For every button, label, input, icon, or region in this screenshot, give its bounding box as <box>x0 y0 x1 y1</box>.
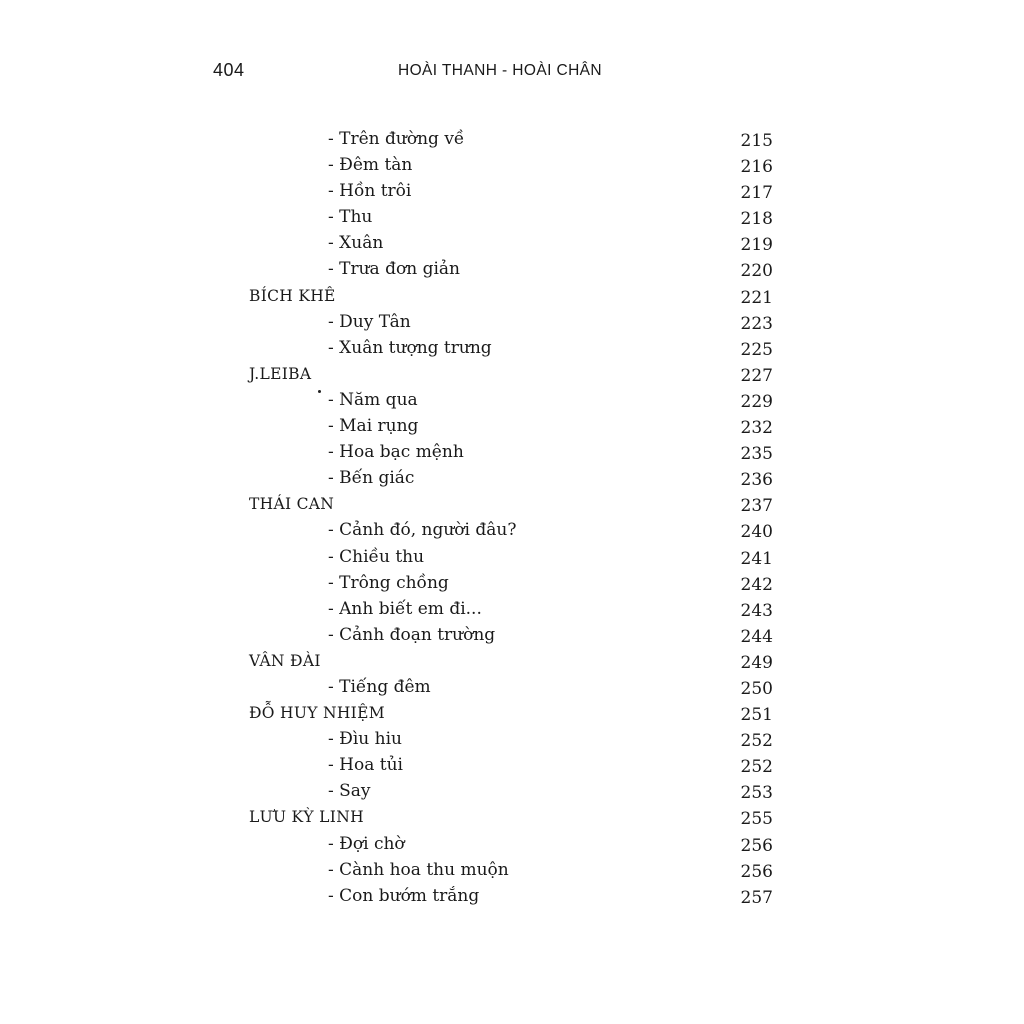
toc-poem-title: - Duy Tân <box>328 311 411 332</box>
toc-poem-title: - Mai rụng <box>328 416 419 437</box>
toc-page-number: 252 <box>740 757 773 778</box>
toc-poem-row <box>0 204 1024 230</box>
toc-author-row <box>0 700 1024 726</box>
toc-poem-title: - Cành hoa thu muộn <box>328 859 509 880</box>
toc-author-name: THÁI CAN <box>249 495 335 514</box>
toc-poem-title: - Bến giác <box>328 468 415 489</box>
page-header <box>0 60 1024 88</box>
toc-poem-title: - Thu <box>328 207 373 228</box>
toc-page-number: 251 <box>740 705 773 726</box>
toc-poem-title: - Xuân <box>328 233 384 254</box>
toc-poem-title: - Cảnh đoạn trường <box>328 624 496 645</box>
toc-page-number: 256 <box>740 861 773 882</box>
toc-poem-row <box>0 152 1024 178</box>
toc-author-row <box>0 491 1024 517</box>
toc-page-number: 240 <box>740 522 773 543</box>
toc-poem-row <box>0 335 1024 361</box>
toc-poem-title: - Trên đường về <box>328 129 465 149</box>
toc-poem-row <box>0 622 1024 648</box>
toc-poem-title: - Say <box>328 781 371 802</box>
toc-author-row <box>0 361 1024 387</box>
toc-page-number: 256 <box>740 835 773 856</box>
toc-poem-title: - Đêm tàn <box>328 155 413 176</box>
toc-poem-title: - Trông chồng <box>328 572 449 593</box>
toc-poem-row <box>0 439 1024 465</box>
toc-poem-row <box>0 517 1024 543</box>
toc-poem-title: - Cảnh đó, người đâu? <box>328 520 517 541</box>
toc-poem-row <box>0 570 1024 596</box>
toc-poem-row <box>0 309 1024 335</box>
toc-author-row <box>0 804 1024 830</box>
toc-page-number: 235 <box>740 444 773 465</box>
toc-poem-row <box>0 596 1024 622</box>
toc-poem-row <box>0 831 1024 857</box>
toc-page-number: 219 <box>740 235 773 256</box>
toc-page-number: 249 <box>740 652 773 673</box>
toc-page-number: 216 <box>740 157 773 178</box>
toc-poem-title: - Anh biết em đi... <box>328 598 482 619</box>
toc-page-number: 221 <box>740 287 773 308</box>
toc-page-number: 215 <box>740 131 773 151</box>
toc-page-number: 232 <box>740 418 773 439</box>
toc-poem-title: - Con bướm trắng <box>328 885 480 906</box>
toc-poem-title: - Xuân tượng trưng <box>328 337 492 358</box>
toc-page-number: 253 <box>740 783 773 804</box>
toc-poem-title: - Hoa tủi <box>328 755 403 776</box>
toc-author-name: VÂN ĐÀI <box>249 651 321 670</box>
toc-page-number: 252 <box>740 731 773 752</box>
toc-poem-row <box>0 857 1024 883</box>
toc-author-name: BÍCH KHÊ <box>249 286 336 305</box>
toc-poem-row <box>0 178 1024 204</box>
table-of-contents <box>0 126 1024 909</box>
toc-page-number: 244 <box>740 626 773 647</box>
toc-poem-title: - Hồn trôi <box>328 181 412 202</box>
toc-poem-row <box>0 674 1024 700</box>
toc-page-number: 217 <box>740 183 773 204</box>
toc-poem-row <box>0 883 1024 909</box>
toc-page-number: 250 <box>740 678 773 699</box>
toc-poem-row <box>0 230 1024 256</box>
toc-page-number: 223 <box>740 313 773 334</box>
toc-poem-row <box>0 544 1024 570</box>
toc-poem-title: - Tiếng đêm <box>328 676 431 697</box>
toc-page-number: 227 <box>740 365 773 386</box>
toc-poem-title: - Đợi chờ <box>328 833 405 854</box>
toc-page-number: 225 <box>740 339 773 360</box>
toc-page-number: 218 <box>740 209 773 230</box>
print-speck <box>318 390 321 393</box>
toc-page-number: 255 <box>740 809 773 830</box>
running-title: HOÀI THANH - HOÀI CHÂN <box>398 62 603 79</box>
toc-poem-title: - Chiều thu <box>328 546 425 567</box>
toc-poem-row <box>0 726 1024 752</box>
toc-poem-row <box>0 126 1024 152</box>
toc-poem-title: - Đìu hiu <box>328 729 402 750</box>
toc-poem-title: - Trưa đơn giản <box>328 259 460 280</box>
toc-author-name: J.LEIBA <box>249 364 312 383</box>
toc-author-name: ĐỖ HUY NHIỆM <box>249 704 385 723</box>
toc-page-number: 243 <box>740 600 773 621</box>
toc-page-number: 229 <box>740 391 773 412</box>
toc-author-name: LƯU KỲ LINH <box>249 808 364 827</box>
toc-poem-title: - Năm qua <box>328 389 418 410</box>
toc-poem-row <box>0 778 1024 804</box>
toc-author-row <box>0 648 1024 674</box>
toc-page-number: 242 <box>740 574 773 595</box>
toc-page-number: 237 <box>740 496 773 517</box>
page-number: 404 <box>213 60 245 80</box>
toc-poem-row <box>0 387 1024 413</box>
toc-page-number: 220 <box>740 261 773 282</box>
toc-author-row <box>0 283 1024 309</box>
toc-poem-title: - Hoa bạc mệnh <box>328 442 464 463</box>
toc-poem-row <box>0 752 1024 778</box>
toc-page-number: 241 <box>740 548 773 569</box>
toc-page-number: 257 <box>740 887 773 908</box>
toc-poem-row <box>0 256 1024 282</box>
toc-page-number: 236 <box>740 470 773 491</box>
toc-poem-row <box>0 465 1024 491</box>
toc-poem-row <box>0 413 1024 439</box>
